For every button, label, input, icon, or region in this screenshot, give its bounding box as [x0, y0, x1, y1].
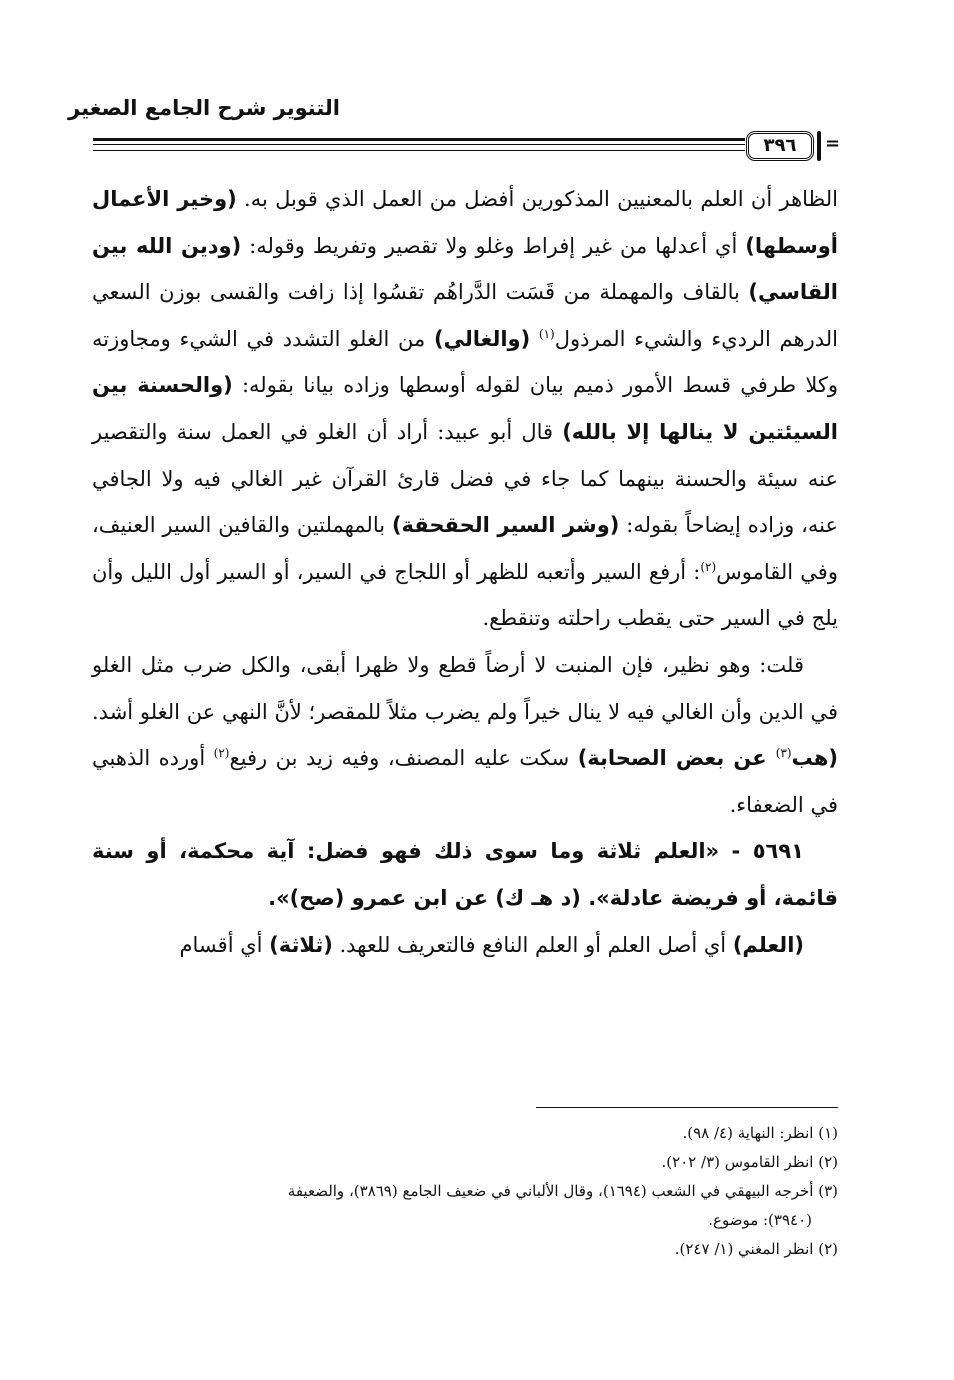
footnote: (٢) انظر القاموس (٣/ ٢٠٢).: [661, 1153, 838, 1171]
hadith-quote: (العلم): [732, 932, 804, 957]
hadith-entry: [92, 828, 838, 921]
paragraph-commentary-next: (العلم) أي أصل العلم أو العلم النافع فالتعريف للعهد. (ثلاثة) أي أقسام: [179, 932, 804, 957]
page-number-bar: [817, 131, 821, 161]
source-citation: عن بعض الصحابة): [577, 746, 776, 771]
hadith-quote: (وشر السير الحقحقة): [391, 513, 620, 538]
footnote-ref[interactable]: (٢): [700, 559, 717, 574]
header-rule-thin: [93, 144, 745, 145]
hadith-text: ٥٦٩١ - «العلم ثلاثة وما سوى ذلك فهو فضل: آية محكمة، أو سنة قائمة، أو فريضة عادلة». (د هـ ك) عن ابن عمرو (صح)».: [92, 839, 838, 910]
footnote: (٢) انظر المغني (١/ ٢٤٧).: [674, 1240, 838, 1258]
hadith-quote: (والغالي): [433, 326, 531, 351]
header-rule-thick: [93, 138, 745, 141]
footnote-ref[interactable]: (٢): [213, 746, 230, 761]
footnote-ref[interactable]: (١): [538, 326, 555, 341]
hadith-quote: (ثلاثة): [269, 932, 333, 957]
hadith-quote: (والحسنة بين السيئتين لا ينالها إلا بالله): [92, 373, 838, 444]
page-number: ٣٩٦: [746, 131, 814, 161]
source-citation: (هب: [791, 746, 838, 771]
page-marker: =: [825, 133, 841, 154]
paragraph-note: قلت: وهو نظير، فإن المنبت لا أرضاً قطع ولا ظهرا أبقى، والكل ضرب مثل الغلو في الدين وأن الغالي فيه لا ينال خيراً ولم يضرب مثلاً للمقصر؛ لأنَّ النهي عن الغلو أشد. (هب$^{(٣)}$ عن بعض الصحابة) سكت عليه المصنف، وفيه زيد بن رفيع$^{(٢)}$ أورده الذهبي في الضعفاء.: [92, 652, 838, 817]
footnote: (٣) أخرجه البيهقي في الشعب (١٦٩٤)، وقال الألباني في ضعيف الجامع (٣٨٦٩)، والضعيفة (٣٩٤٠): موضوع.: [287, 1182, 838, 1229]
hadith-quote: (ودين الله بين القاسي): [92, 233, 838, 305]
main-text: [92, 176, 838, 968]
footnote-ref[interactable]: (٣): [775, 746, 792, 761]
paragraph-commentary: الظاهر أن العلم بالمعنيين المذكورين أفضل من العمل الذي قوبل به. (وخير الأعمال أوسطها) أي أعدلها من غير إفراط وغلو ولا تقصير وتفريط وقوله: (ودين الله بين القاسي) بالقاف والمهملة من قَسَت الدَّراهُم تقسُوا إذا زافت والقسى بوزن السعي الدرهم الرديء والشيء المرذول$^{(١)}$ (والغالي) من الغلو التشدد في الشيء ومجاوزته وكلا طرفي قسط الأمور ذميم بيان لقوله أوسطها وزاده بيانا بقوله: (والحسنة بين السيئتين لا ينالها إلا بالله) قال أبو عبيد: أراد أن الغلو في العمل سنة والتقصير عنه سيئة والحسنة بينهما كما جاء في فضل قارئ القرآن غير الغالي فيه ولا الجافي عنه، وزاده إيضاحاً بقوله: (وشر السير الحقحقة) بالمهملتين والقافين السير العنيف، وفي القاموس$^{(٢)}$: أرفع السير وأتعبه للظهر أو اللجاج في السير، أو السير أول الليل وأن يلج في السير حتى يقطب راحلته وتنقطع.: [92, 187, 838, 631]
hadith-quote: (وخير الأعمال أوسطها): [92, 187, 838, 258]
footnotes: [92, 1119, 838, 1264]
footnote-separator: [536, 1107, 838, 1108]
footnote: (١) انظر: النهاية (٤/ ٩٨).: [682, 1124, 838, 1142]
running-header-title: التنوير شرح الجامع الصغير: [68, 96, 340, 120]
header-rule-thin-lower: [93, 150, 745, 151]
